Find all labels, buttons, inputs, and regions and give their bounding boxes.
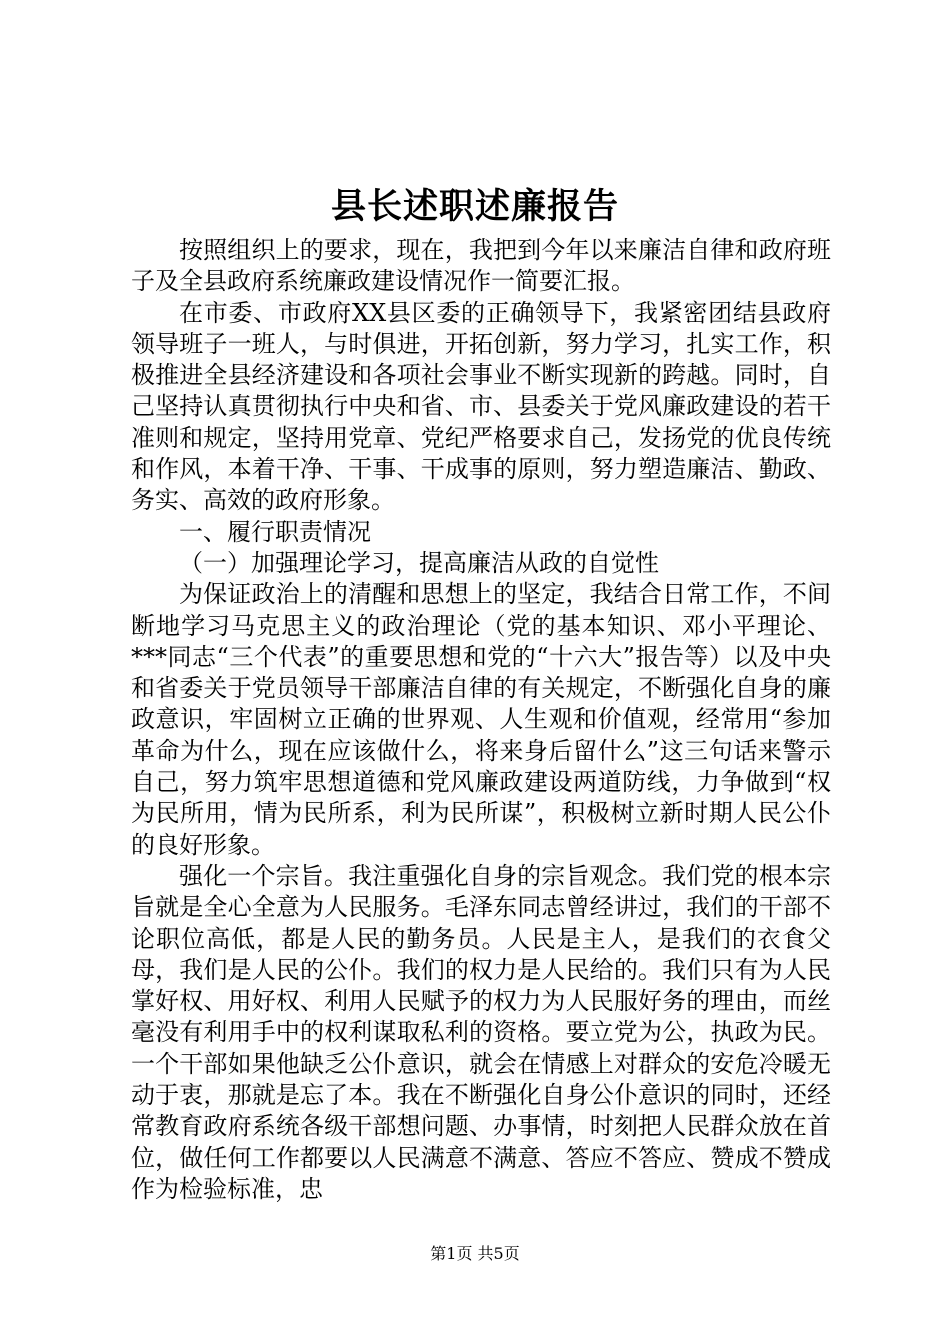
section-heading-duties: 一、履行职责情况 [179,517,371,546]
page-footer: 第1页 共5页 [430,1244,520,1263]
paragraph-intro: 按照组织上的要求，现在，我把到今年以来廉洁自律和政府班子及全县政府系统廉政建设情况作一简要汇报。 [131,236,831,296]
subsection-heading-theory: （一）加强理论学习，提高廉洁从政的自觉性 [179,548,659,577]
document-body [131,235,831,1205]
document-title: 县长述职述廉报告 [330,186,619,227]
paragraph-theory-study: 为保证政治上的清醒和思想上的坚定，我结合日常工作，不间断地学习马克思主义的政治理论（党的基本知识、邓小平理论、***同志“三个代表”的重要思想和党的“十六大”报告等）以及中央和省委关于党员领导干部廉洁自律的有关规定，不断强化自身的廉政意识，牢固树立正确的世界观、人生观和价值观，经常用“参加革命为什么，现在应该做什么，将来身后留什么”这三句话来警示自己，努力筑牢思想道德和党风廉政建设两道防线，力争做到“权为民所用，情为民所系，利为民所谋”，积极树立新时期人民公仆的良好形象。 [131,580,831,859]
paragraph-purpose: 强化一个宗旨。我注重强化自身的宗旨观念。我们党的根本宗旨就是全心全意为人民服务。毛泽东同志曾经讲过，我们的干部不论职位高低，都是人民的勤务员。人民是主人，是我们的衣食父母，我们是人民的公仆。我们的权力是人民给的。我们只有为人民掌好权、用好权、利用人民赋予的权力为人民服好务的理由，而丝毫没有利用手中的权利谋取私利的资格。要立党为公，执政为民。一个干部如果他缺乏公仆意识，就会在情感上对群众的安危冷暖无动于衷，那就是忘了本。我在不断强化自身公仆意识的同时，还经常教育政府系统各级干部想问题、办事情，时刻把人民群众放在首位，做任何工作都要以人民满意不满意、答应不答应、赞成不赞成作为检验标准，忠 [131,861,831,1203]
paragraph-leadership: 在市委、市政府XX县区委的正确领导下，我紧密团结县政府领导班子一班人，与时俱进，开拓创新，努力学习，扎实工作，积极推进全县经济建设和各项社会事业不断实现新的跨越。同时，自己坚持认真贯彻执行中央和省、市、县委关于党风廉政建设的若干准则和规定，坚持用党章、党纪严格要求自己，发扬党的优良传统和作风，本着干净、干事、干成事的原则，努力塑造廉洁、勤政、务实、高效的政府形象。 [131,298,831,515]
